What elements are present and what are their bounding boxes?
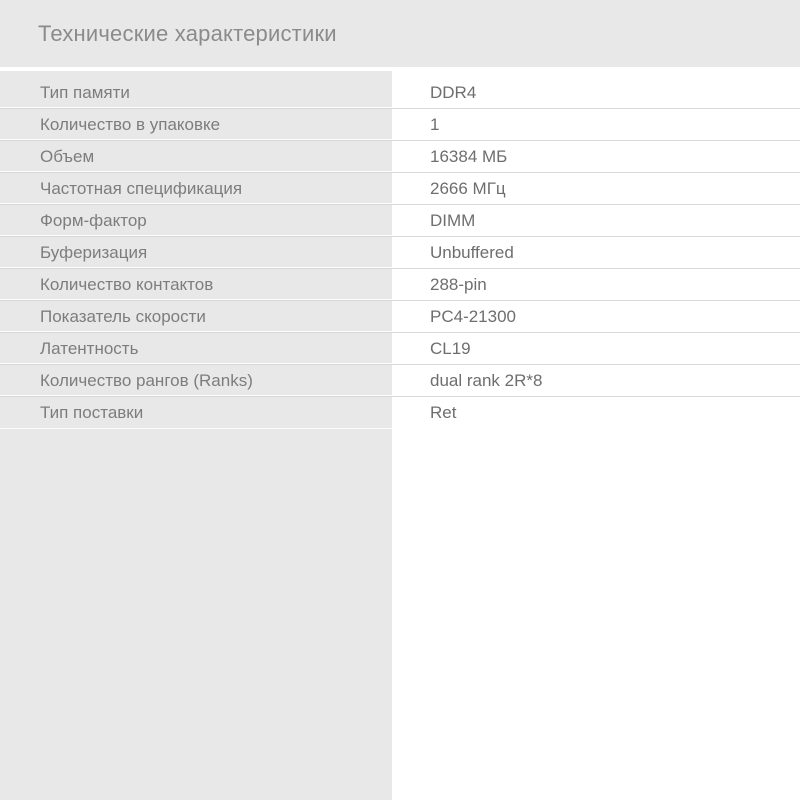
specs-section-header <box>0 0 800 67</box>
specs-table <box>0 71 800 429</box>
spec-label: Количество в упаковке <box>0 109 392 140</box>
spec-value: DDR4 <box>430 82 477 102</box>
spec-value: CL19 <box>430 338 471 358</box>
spec-label: Объем <box>0 141 392 172</box>
spec-value: Ret <box>430 403 457 422</box>
spec-row-latency <box>0 333 800 365</box>
spec-label: Количество рангов (Ranks) <box>0 365 392 396</box>
spec-label: Буферизация <box>0 237 392 268</box>
specs-content <box>0 71 800 800</box>
spec-row-ranks <box>0 365 800 397</box>
spec-label: Тип памяти <box>0 77 392 108</box>
spec-value: 16384 МБ <box>430 146 508 166</box>
spec-value: PC4-21300 <box>430 306 517 326</box>
page-title: Технические характеристики <box>38 20 337 46</box>
spec-label: Форм-фактор <box>0 205 392 236</box>
spec-row-pin-count <box>0 269 800 301</box>
spec-value: DIMM <box>430 210 476 230</box>
spec-row-frequency <box>0 173 800 205</box>
spec-value: 2666 МГц <box>430 178 506 198</box>
spec-value: 288-pin <box>430 274 487 294</box>
spec-row-memory-type <box>0 77 800 109</box>
spec-label: Показатель скорости <box>0 301 392 332</box>
spec-value: Unbuffered <box>430 242 514 262</box>
spec-row-package-quantity <box>0 109 800 141</box>
spec-label: Количество контактов <box>0 269 392 300</box>
spec-value: dual rank 2R*8 <box>430 370 543 390</box>
spec-row-delivery-type <box>0 397 800 429</box>
spec-row-speed-rating <box>0 301 800 333</box>
spec-row-capacity <box>0 141 800 173</box>
spec-value: 1 <box>430 114 440 134</box>
spec-row-buffering <box>0 237 800 269</box>
spec-label: Тип поставки <box>0 397 392 429</box>
spec-label: Латентность <box>0 333 392 364</box>
spec-row-form-factor <box>0 205 800 237</box>
spec-label: Частотная спецификация <box>0 173 392 204</box>
